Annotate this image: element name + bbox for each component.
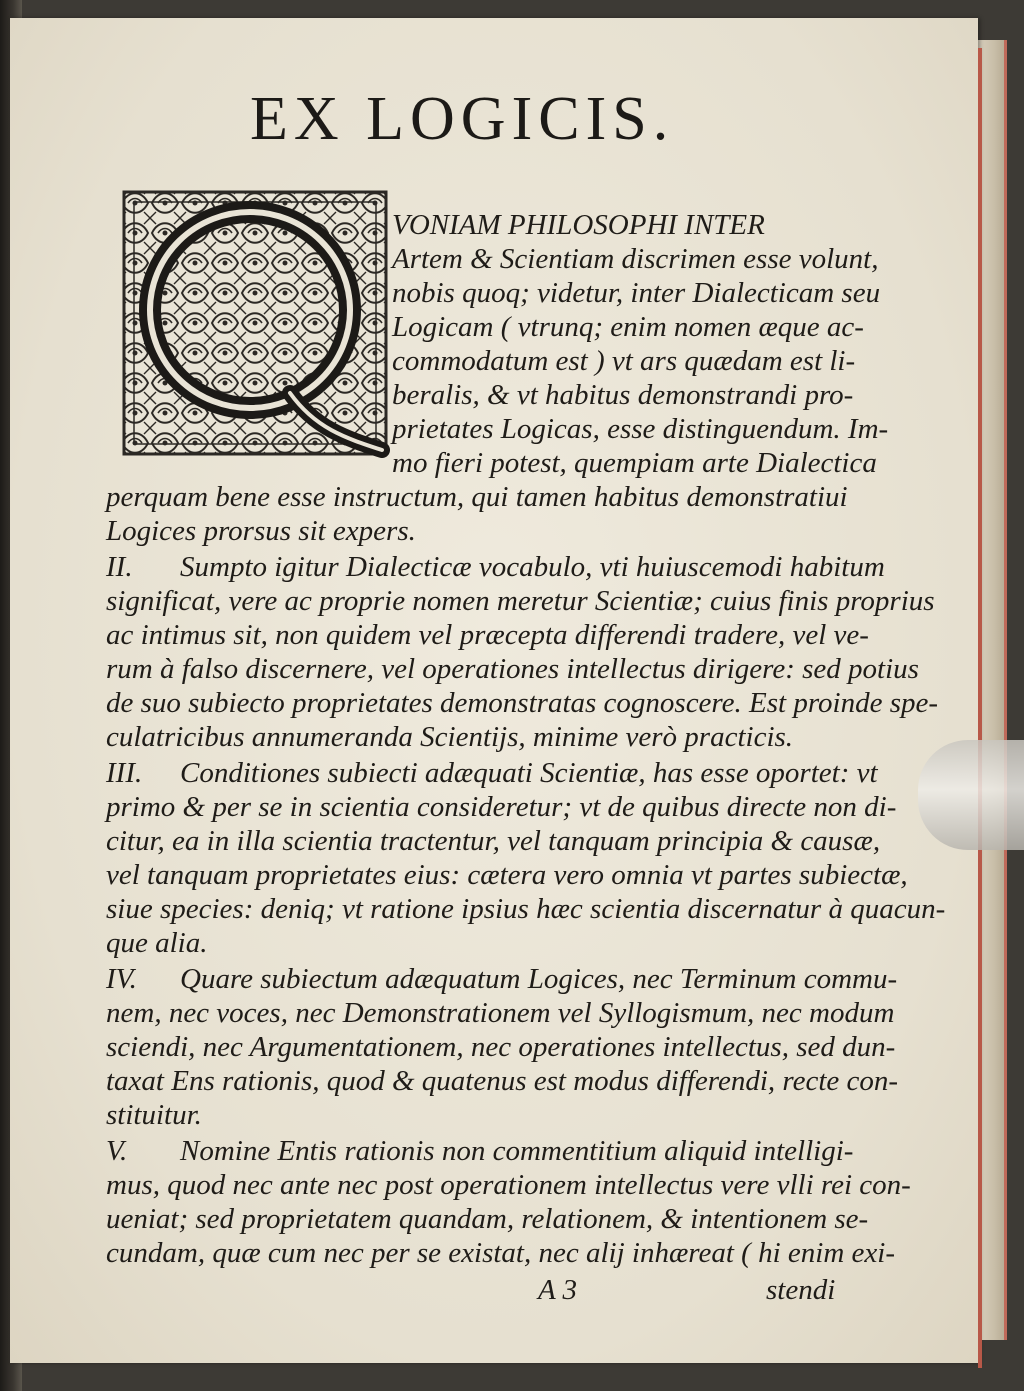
section-numeral: II. <box>106 551 133 583</box>
catchword: stendi <box>766 1274 836 1306</box>
text-line: Artem & Scientiam discrimen esse volunt, <box>392 243 879 275</box>
text-line: Logices prorsus sit expers. <box>106 515 416 547</box>
text-line: beralis, & vt habitus demonstrandi pro- <box>392 379 854 411</box>
book-page <box>10 18 978 1363</box>
text-line: stituitur. <box>106 1099 202 1131</box>
text-line: Sumpto igitur Dialecticæ vocabulo, vti huiuscemodi habitum <box>180 551 885 583</box>
text-line: commodatum est ) vt ars quædam est li- <box>392 345 856 377</box>
text-line: cundam, quæ cum nec per se existat, nec alij inhæreat ( hi enim exi- <box>106 1237 895 1269</box>
section-numeral: IV. <box>106 963 137 995</box>
text-line: vel tanquam proprietates eius: cætera vero omnia vt partes subiectæ, <box>106 859 908 891</box>
text-line: Conditiones subiecti adæquati Scientiæ, has esse oportet: vt <box>180 757 878 789</box>
text-line: Logicam ( vtrunq; enim nomen æque ac- <box>392 311 864 343</box>
text-line: ueniat; sed proprietatem quandam, relationem, & intentionem se- <box>106 1203 869 1235</box>
decorated-initial-q <box>120 188 390 458</box>
page-clip <box>918 740 1024 850</box>
text-line: sciendi, nec Argumentationem, nec operationes intellectus, sed dun- <box>106 1031 896 1063</box>
text-line: primo & per se in scientia consideretur; vt de quibus directe non di- <box>106 791 897 823</box>
text-line: perquam bene esse instructum, qui tamen habitus demonstratiui <box>106 481 848 513</box>
text-line: citur, ea in illa scientia tractentur, vel tanquam principia & causæ, <box>106 825 881 857</box>
text-line: taxat Ens rationis, quod & quatenus est modus differendi, recte con- <box>106 1065 899 1097</box>
text-line: que alia. <box>106 927 208 959</box>
text-line: VONIAM PHILOSOPHI INTER <box>392 209 765 241</box>
section-numeral: III. <box>106 757 143 789</box>
text-line: mo fieri potest, quempiam arte Dialectica <box>392 447 877 479</box>
text-line: Quare subiectum adæquatum Logices, nec Terminum commu- <box>180 963 898 995</box>
signature-mark: A 3 <box>538 1274 577 1306</box>
text-line: mus, quod nec ante nec post operationem intellectus vere vlli rei con- <box>106 1169 911 1201</box>
page-fore-edge <box>978 40 1007 1340</box>
text-line: significat, vere ac proprie nomen meretur Scientiæ; cuius finis proprius <box>106 585 935 617</box>
text-line: culatricibus annumeranda Scientijs, minime verò practicis. <box>106 721 794 753</box>
section-numeral: V. <box>106 1135 128 1167</box>
text-line: prietates Logicas, esse distinguendum. Im- <box>392 413 889 445</box>
text-line: ac intimus sit, non quidem vel præcepta differendi tradere, vel ve- <box>106 619 869 651</box>
page-title: EX LOGICIS. <box>250 85 675 153</box>
text-line: Nomine Entis rationis non commentitium aliquid intelligi- <box>180 1135 854 1167</box>
text-line: de suo subiecto proprietates demonstratas cognoscere. Est proinde spe- <box>106 687 939 719</box>
text-line: nobis quoq; videtur, inter Dialecticam seu <box>392 277 881 309</box>
text-line: nem, nec voces, nec Demonstrationem vel Syllogismum, nec modum <box>106 997 895 1029</box>
text-line: rum à falso discernere, vel operationes intellectus dirigere: sed potius <box>106 653 919 685</box>
text-line: siue species: deniq; vt ratione ipsius hæc scientia discernatur à quacun- <box>106 893 946 925</box>
red-page-edge <box>978 48 982 1368</box>
